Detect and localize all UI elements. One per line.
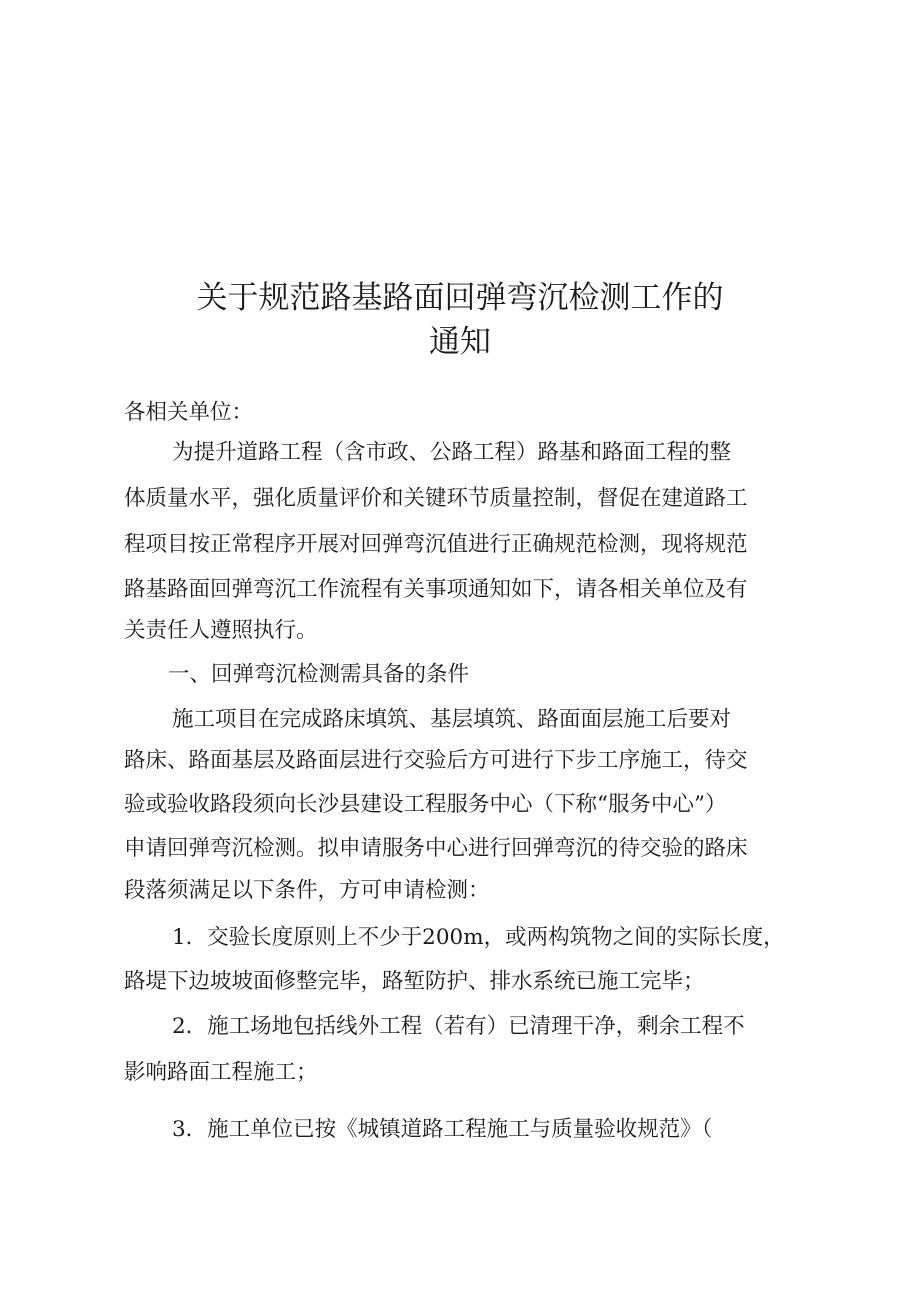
intro-line: 关责任人遵照执行。 — [124, 618, 318, 643]
section-line: 申请回弹弯沉检测。拟申请服务中心进行回弹弯沉的待交验的路床 — [124, 836, 748, 861]
intro-line: 为提升道路工程（含市政、公路工程）路基和路面工程的整 — [172, 440, 732, 465]
item-2-line: 2．施工场地包括线外工程（若有）已清理干净，剩余工程不 — [172, 1014, 745, 1039]
section-line: 路床、路面基层及路面层进行交验后方可进行下步工序施工，待交 — [124, 748, 748, 773]
item-1-line: 1．交验长度原则上不少于200m，或两构筑物之间的实际长度， — [172, 925, 785, 950]
section-line: 验或验收路段须向长沙县建设工程服务中心（下称“服务中心”） — [124, 792, 727, 817]
section-line: 段落须满足以下条件，方可申请检测： — [124, 878, 490, 903]
intro-line: 体质量水平，强化质量评价和关键环节质量控制，督促在建道路工 — [124, 486, 748, 511]
section-heading: 一、回弹弯沉检测需具备的条件 — [168, 662, 470, 687]
section-line: 施工项目在完成路床填筑、基层填筑、路面面层施工后要对 — [172, 707, 732, 732]
document-title-line-2: 通知 — [429, 324, 491, 360]
document-title-line-1: 关于规范路基路面回弹弯沉检测工作的 — [196, 280, 724, 316]
item-2-line: 影响路面工程施工； — [124, 1060, 318, 1085]
intro-line: 路基路面回弹弯沉工作流程有关事项通知如下，请各相关单位及有 — [124, 577, 748, 602]
intro-line: 程项目按正常程序开展对回弹弯沉值进行正确规范检测，现将规范 — [124, 532, 748, 557]
salutation: 各相关单位： — [124, 400, 254, 425]
item-3-line: 3．施工单位已按《城镇道路工程施工与质量验收规范》（ — [172, 1117, 713, 1142]
item-1-line: 路堤下边坡坡面修整完毕，路堑防护、排水系统已施工完毕； — [124, 969, 705, 994]
